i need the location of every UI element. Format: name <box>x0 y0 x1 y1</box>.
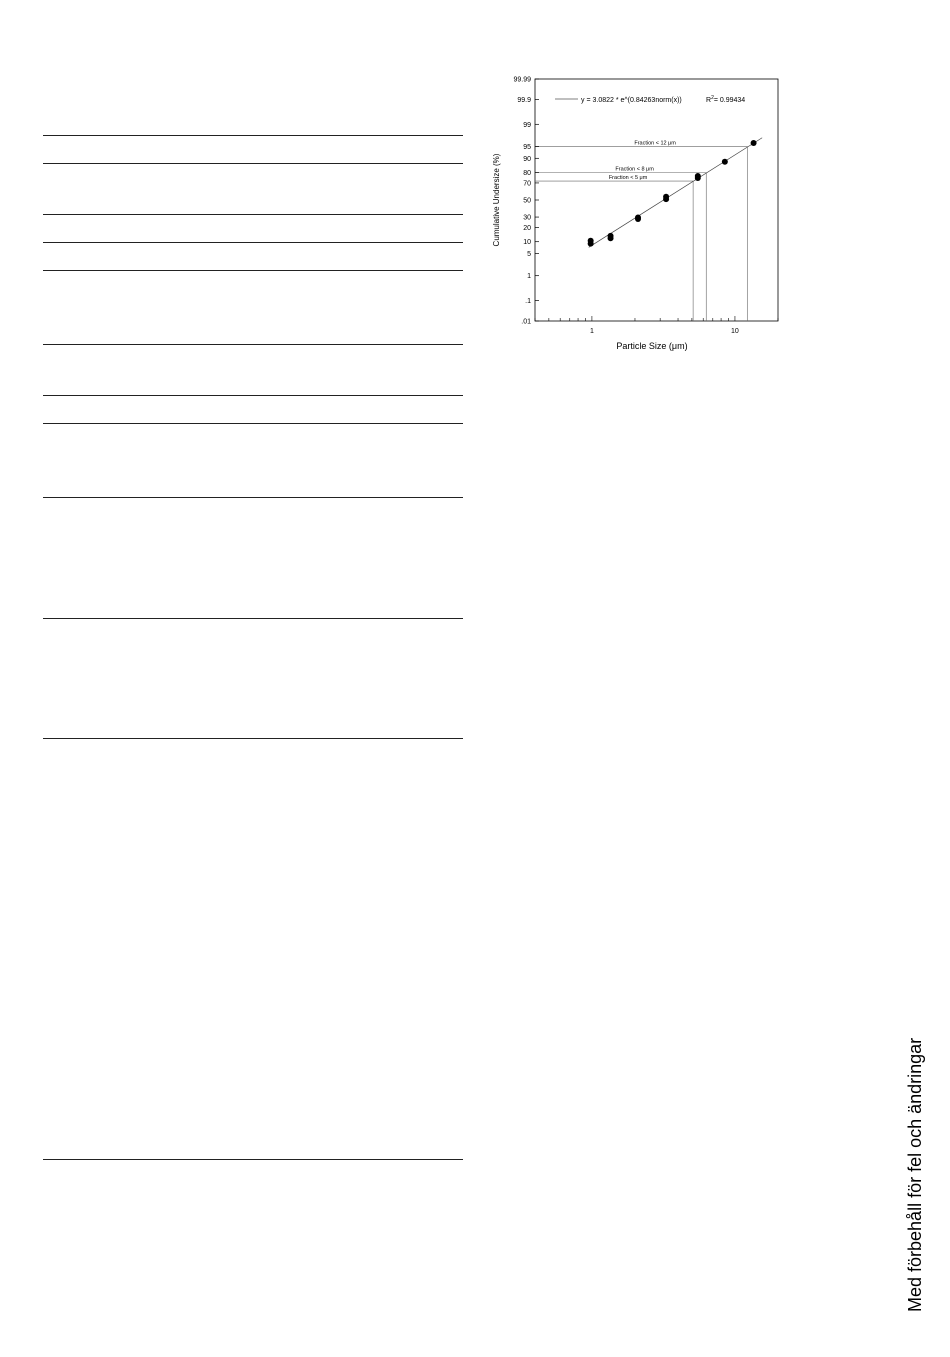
x-tick-label: 1 <box>589 328 594 335</box>
table-rule <box>43 1159 463 1160</box>
y-tick-label: 10 <box>523 239 531 247</box>
table-rule <box>43 163 463 164</box>
x-axis-ticks <box>535 316 778 335</box>
data-point <box>722 159 728 165</box>
legend-equation: y = 3.0822 * e^(0.84263norm(x)) <box>581 97 682 104</box>
table-rule <box>43 344 463 345</box>
data-point <box>663 194 669 200</box>
data-point <box>635 215 641 221</box>
x-axis-label: Particle Size (μm) <box>616 341 688 351</box>
legend <box>555 95 745 104</box>
y-axis-label: Cumulative Undersize (%) <box>492 153 501 247</box>
table-rule <box>43 242 463 243</box>
table-rule <box>43 270 463 271</box>
y-tick-label: 50 <box>523 197 531 205</box>
legend-r2: $R^2= 0.99434$ <box>706 95 746 104</box>
y-tick-label: 99.9 <box>517 96 531 104</box>
y-tick-label: 95 <box>523 143 531 151</box>
y-tick-label: 1 <box>527 273 531 281</box>
plot-frame <box>535 79 778 321</box>
y-tick-label: 70 <box>523 180 531 188</box>
y-tick-label: 20 <box>523 224 531 232</box>
y-tick-label: 99 <box>523 121 531 129</box>
table-rule <box>43 135 463 136</box>
fraction-label: Fraction < 12 μm <box>634 140 676 147</box>
y-tick-label: .1 <box>525 298 531 306</box>
data-point <box>588 238 594 244</box>
table-rule <box>43 618 463 619</box>
fraction-label: Fraction < 8 μm <box>615 166 654 173</box>
fraction-label: Fraction < 5 μm <box>608 175 648 182</box>
table-rule <box>43 497 463 498</box>
data-point <box>695 173 701 179</box>
fit-line-group <box>589 138 762 248</box>
fit-line <box>589 138 762 248</box>
data-point <box>608 233 614 239</box>
data-point <box>751 140 757 146</box>
table-rule <box>43 738 463 739</box>
y-tick-label: .01 <box>521 318 531 326</box>
table-rule <box>43 395 463 396</box>
y-tick-label: 5 <box>527 251 531 259</box>
y-tick-label: 99.99 <box>513 76 531 84</box>
table-rule <box>43 423 463 424</box>
y-tick-label: 80 <box>523 170 531 178</box>
y-tick-label: 30 <box>523 214 531 222</box>
data-points <box>588 140 757 247</box>
y-tick-label: 90 <box>523 155 531 163</box>
disclaimer-text: Med förbehåll för fel och ändringar <box>905 1037 925 1312</box>
particle-size-chart <box>480 60 800 370</box>
table-rule <box>43 214 463 215</box>
x-tick-label: 10 <box>731 328 739 335</box>
